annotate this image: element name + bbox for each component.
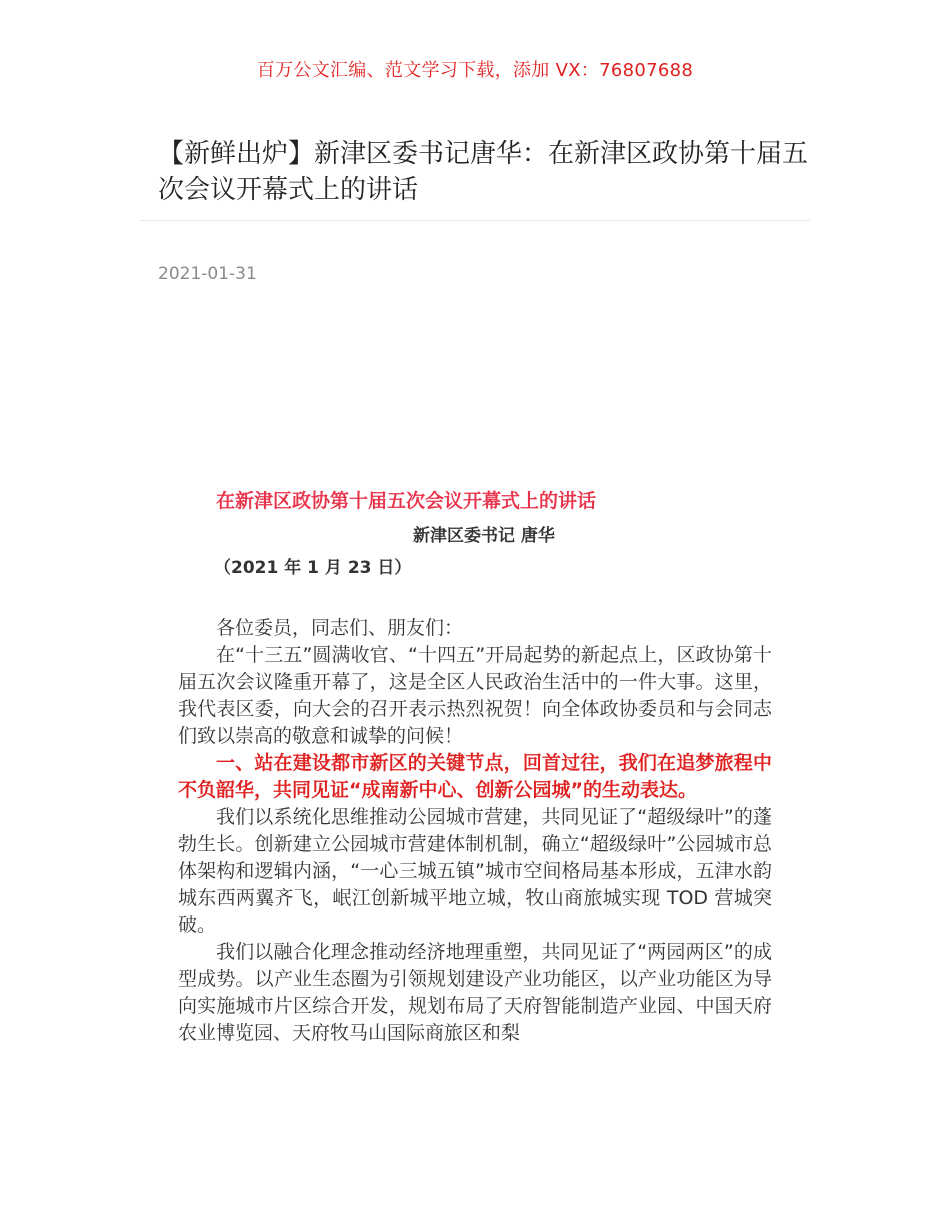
speech-body [178,615,772,1047]
title-divider [140,220,810,221]
paragraph-park-city: 我们以系统化思维推动公园城市营建，共同见证了“超级绿叶”的蓬勃生长。创新建立公园城市营建体制机制，确立“超级绿叶”公园城市总体架构和逻辑内涵，“一心三城五镇”城市空间格局基本形成，五津水韵城东西两翼齐飞，岷江创新城平地立城，牧山商旅城实现 TOD 营城突破。 [178,806,772,936]
paragraph-greeting: 各位委员，同志们、朋友们： [216,617,464,639]
article-title: 【新鲜出炉】新津区委书记唐华：在新津区政协第十届五次会议开幕式上的讲话 [158,139,809,205]
paragraph-economic-geography: 我们以融合化理念推动经济地理重塑，共同见证了“两园两区”的成型成势。以产业生态圈为引领规划建设产业功能区，以产业功能区为导向实施城市片区综合开发，规划布局了天府智能制造产业园、中国天府农业博览园、天府牧马山国际商旅区和梨 [178,941,772,1044]
section-heading-1: 一、站在建设都市新区的关键节点，回首过往，我们在追梦旅程中不负韶华，共同见证“成南新中心、创新公园城”的生动表达。 [178,752,772,801]
speech-author: 新津区委书记 唐华 [413,526,555,546]
publish-date: 2021-01-31 [158,264,257,284]
promo-banner: 百万公文汇编、范文学习下载，添加 VX：76807688 [256,60,694,81]
speech-date: （2021 年 1 月 23 日） [214,558,412,578]
speech-title: 在新津区政协第十届五次会议开幕式上的讲话 [216,490,597,512]
paragraph-opening: 在“十三五”圆满收官、“十四五”开局起势的新起点上，区政协第十届五次会议隆重开幕了，这是全区人民政治生活中的一件大事。这里，我代表区委，向大会的召开表示热烈祝贺！向全体政协委员和与会同志们致以崇高的敬意和诚挚的问候！ [178,644,772,747]
